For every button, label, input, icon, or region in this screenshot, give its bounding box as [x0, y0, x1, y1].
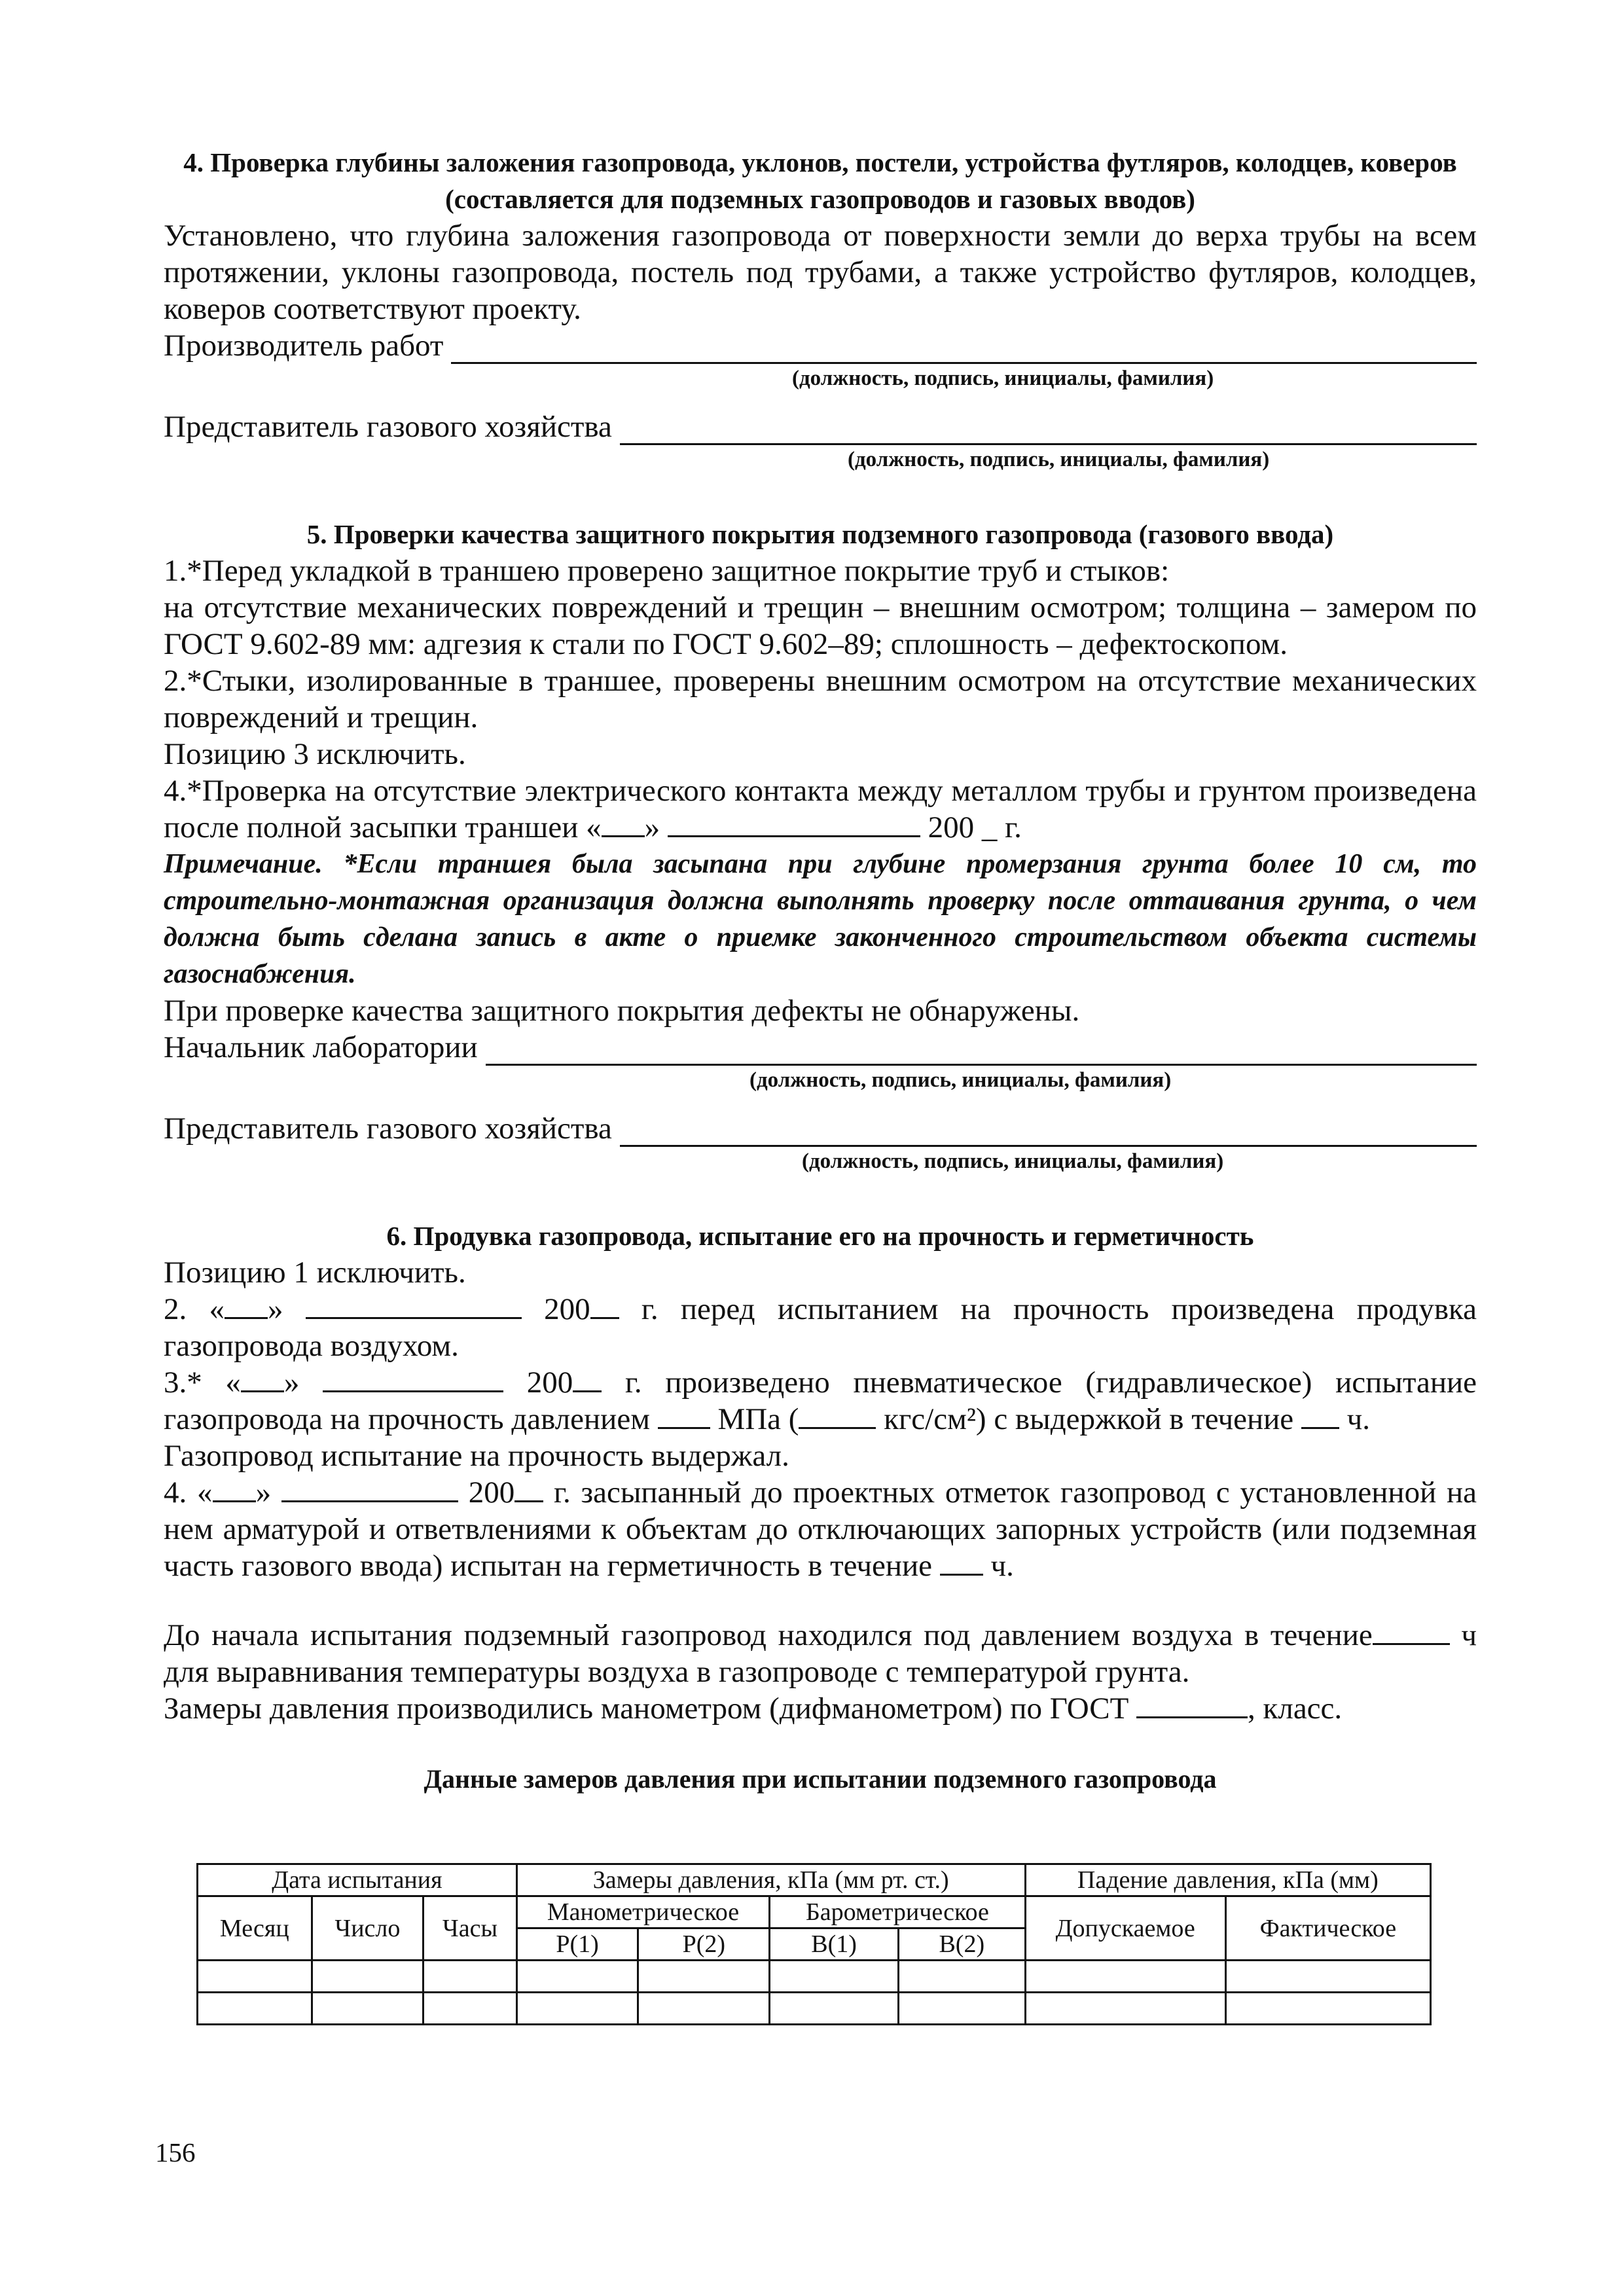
- section-6-pretest: [164, 1617, 1477, 1690]
- signature-label: Представитель газового хозяйства: [164, 410, 612, 444]
- signature-line: [620, 1115, 1477, 1147]
- text: »: [644, 810, 660, 844]
- text: До начала испытания подземный газопровод находился под давлением воздуха в течение: [164, 1618, 1373, 1652]
- text: 4.*Проверка на отсутствие электрического контакта между металлом трубы и грунтом произведена после полной засыпки траншеи «: [164, 774, 1477, 844]
- blank-pressure-mpa: [658, 1401, 710, 1429]
- table-cell[interactable]: [312, 1993, 424, 2025]
- table-cell[interactable]: [638, 1961, 770, 1993]
- section-6-item-2: [164, 1291, 1477, 1364]
- signature-row-work-producer: [164, 327, 1477, 364]
- table-cell[interactable]: [516, 1961, 638, 1993]
- section-6-gauge: [164, 1690, 1477, 1727]
- section-5-item-2: 2.*Стыки, изолированные в траншее, проверены внешним осмотром на отсутствие механических повреждений и трещин.: [164, 664, 1477, 734]
- signature-line: [451, 332, 1477, 364]
- text: 2. «: [164, 1292, 225, 1326]
- blank-month: [281, 1474, 458, 1502]
- blank-month: [306, 1291, 522, 1319]
- text: ч.: [990, 1549, 1014, 1583]
- text: г. произведено пневматическое (гидравлическое) испытание газопровода на прочность давлением: [164, 1366, 1477, 1436]
- signature-hint: (должность, подпись, инициалы, фамилия): [749, 1068, 1172, 1092]
- header-date: Дата испытания: [198, 1864, 517, 1896]
- table-cell[interactable]: [198, 1993, 312, 2025]
- blank-month: [323, 1364, 503, 1392]
- blank-gost: [1136, 1690, 1248, 1718]
- blank-year: [590, 1291, 619, 1319]
- pressure-measurements-table: [196, 1863, 1432, 2025]
- section-5-item-3: Позицию 3 исключить.: [164, 737, 466, 771]
- header-manometric: Манометрическое: [516, 1896, 769, 1928]
- blank-year: [573, 1364, 602, 1392]
- section-6-item-3: [164, 1364, 1477, 1438]
- section-5-heading: 5. Проверки качества защитного покрытия подземного газопровода (газового ввода): [306, 519, 1334, 549]
- text: 200 _ г.: [928, 810, 1022, 844]
- blank-day: [225, 1291, 268, 1319]
- text: МПа (: [717, 1402, 799, 1436]
- header-measurements: Замеры давления, кПа (мм рт. ст.): [516, 1864, 1025, 1896]
- header-day: Число: [312, 1896, 424, 1961]
- table-cell[interactable]: [638, 1993, 770, 2025]
- table-cell[interactable]: [898, 1993, 1025, 2025]
- text: »: [283, 1366, 300, 1400]
- text: 3.* «: [164, 1366, 241, 1400]
- header-hours: Часы: [424, 1896, 517, 1961]
- blank-day: [602, 809, 645, 837]
- blank-day: [213, 1474, 256, 1502]
- header-pressure-drop: Падение давления, кПа (мм): [1025, 1864, 1430, 1896]
- signature-hint: (должность, подпись, инициалы, фамилия): [802, 1149, 1224, 1173]
- table-title: Данные замеров давления при испытании подземного газопровода: [424, 1764, 1217, 1794]
- table-row: [198, 1961, 1431, 1993]
- table-cell[interactable]: [1025, 1961, 1225, 1993]
- blank-year: [514, 1474, 543, 1502]
- blank-month: [668, 809, 920, 837]
- section-6-item-3-result: Газопровод испытание на прочность выдержал.: [164, 1439, 789, 1473]
- signature-label: Начальник лаборатории: [164, 1030, 478, 1064]
- section-5-result: При проверке качества защитного покрытия дефекты не обнаружены.: [164, 994, 1080, 1028]
- section-4-heading: 4. Проверка глубины заложения газопровода, уклонов, постели, устройства футляров, колодцев, коверов (составляется для подземных газопроводов и газовых вводов): [183, 147, 1457, 214]
- table-cell[interactable]: [424, 1961, 517, 1993]
- text: ч.: [1346, 1402, 1371, 1436]
- signature-hint: (должность, подпись, инициалы, фамилия): [792, 367, 1214, 390]
- table-cell[interactable]: [770, 1961, 899, 1993]
- section-6-item-1: Позицию 1 исключить.: [164, 1256, 466, 1290]
- table-cell[interactable]: [1225, 1993, 1430, 2025]
- text: кгс/см²) с выдержкой в течение: [884, 1402, 1294, 1436]
- header-barometric: Барометрическое: [770, 1896, 1025, 1928]
- table-cell[interactable]: [312, 1961, 424, 1993]
- section-5-item-1: 1.*Перед укладкой в траншею проверено защитное покрытие труб и стыков:: [164, 554, 1170, 588]
- header-actual: Фактическое: [1225, 1896, 1430, 1961]
- text: Замеры давления производились манометром (дифманометром) по ГОСТ: [164, 1692, 1129, 1726]
- text: 200: [468, 1475, 515, 1510]
- blank-hours: [1301, 1401, 1339, 1429]
- text: , класс.: [1248, 1692, 1343, 1726]
- table-cell[interactable]: [198, 1961, 312, 1993]
- text: 4. «: [164, 1475, 213, 1510]
- signature-hint: (должность, подпись, инициалы, фамилия): [848, 448, 1270, 471]
- section-6-heading: 6. Продувка газопровода, испытание его на прочность и герметичность: [386, 1221, 1254, 1251]
- text: 200: [544, 1292, 590, 1326]
- document-page: [164, 144, 1477, 1798]
- table-cell[interactable]: [424, 1993, 517, 2025]
- table-cell[interactable]: [770, 1993, 899, 2025]
- signature-label: Представитель газового хозяйства: [164, 1112, 612, 1146]
- blank-hours: [1373, 1617, 1450, 1645]
- text: ч для выравнивания температуры воздуха в газопроводе с температурой грунта.: [164, 1618, 1477, 1689]
- signature-row-gas-representative: [164, 408, 1477, 445]
- section-5-item-4: [164, 772, 1477, 846]
- header-p2: P(2): [638, 1928, 770, 1961]
- signature-line: [486, 1034, 1477, 1066]
- table-row: [198, 1993, 1431, 2025]
- page-number: 156: [155, 2137, 196, 2167]
- header-b1: B(1): [770, 1928, 899, 1961]
- signature-label: Производитель работ: [164, 329, 444, 363]
- signature-row-lab-head: [164, 1029, 1477, 1066]
- header-b2: B(2): [898, 1928, 1025, 1961]
- blank-pressure-kgf: [799, 1401, 876, 1429]
- signature-line: [620, 413, 1477, 445]
- table-cell[interactable]: [1225, 1961, 1430, 1993]
- text: »: [268, 1292, 283, 1326]
- header-p1: P(1): [516, 1928, 638, 1961]
- text: 200: [526, 1366, 573, 1400]
- table-cell[interactable]: [516, 1993, 638, 2025]
- table-cell[interactable]: [898, 1961, 1025, 1993]
- table-cell[interactable]: [1025, 1993, 1225, 2025]
- text: г. засыпанный до проектных отметок газопровод с установленной на нем арматурой и ответвлениями к объектам до отключающих запорных устройств (или подземная часть газового ввода) испытан на герметичность в течение: [164, 1475, 1477, 1583]
- section-4-text: Установлено, что глубина заложения газопровода от поверхности земли до верха трубы на всем протяжении, уклоны газопровода, постель под трубами, а также устройство футляров, колодцев, коверов соответствуют проекту.: [164, 219, 1477, 326]
- header-month: Месяц: [198, 1896, 312, 1961]
- text: г. перед испытанием на прочность произведена продувка газопровода воздухом.: [164, 1292, 1477, 1363]
- blank-day: [241, 1364, 284, 1392]
- text: »: [255, 1475, 272, 1510]
- header-allowed: Допускаемое: [1025, 1896, 1225, 1961]
- blank-hours: [940, 1547, 983, 1576]
- section-5-item-1-details: на отсутствие механических повреждений и трещин – внешним осмотром; толщина – замером по ГОСТ 9.602-89 мм: адгезия к стали по ГОСТ 9.602–89; сплошность – дефектоскопом.: [164, 590, 1477, 661]
- section-5-note: Примечание. *Если траншея была засыпана при глубине промерзания грунта более 10 см, то строительно-монтажная организация должна выполнять проверку после оттаивания грунта, о чем должна быть сделана запись в акте о приемке законченного строительством объекта системы газоснабжения.: [164, 849, 1477, 989]
- signature-row-gas-representative: [164, 1110, 1477, 1147]
- section-6-item-4: [164, 1474, 1477, 1584]
